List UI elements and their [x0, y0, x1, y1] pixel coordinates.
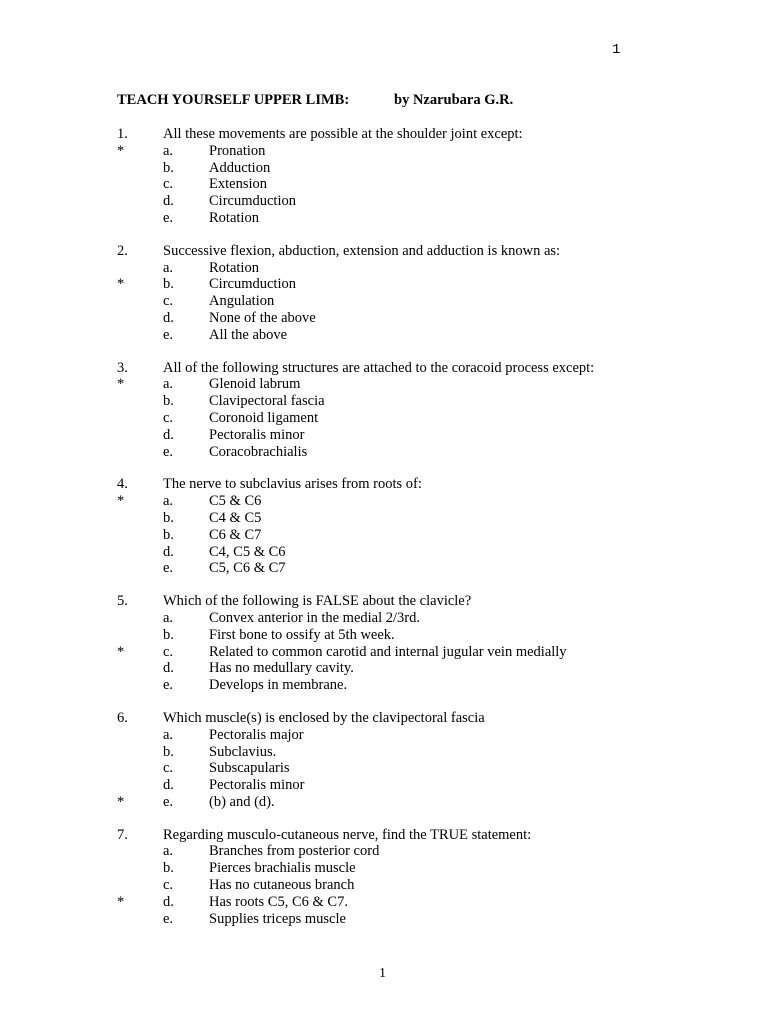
correct-answer-marker: * — [117, 493, 125, 510]
option-text: Glenoid labrum — [209, 376, 301, 393]
option-letter: b. — [163, 509, 174, 526]
answer-option — [0, 510, 768, 527]
correct-answer-marker: * — [117, 276, 125, 293]
answer-option — [0, 193, 768, 210]
option-text: C4 & C5 — [209, 509, 262, 526]
answer-option — [0, 794, 768, 811]
correct-answer-marker: * — [117, 893, 125, 910]
option-letter: c. — [163, 643, 174, 660]
answer-option — [0, 560, 768, 577]
answer-option — [0, 544, 768, 561]
option-letter: d. — [163, 193, 174, 210]
option-text: Related to common carotid and internal jugular vein medially — [209, 643, 567, 660]
answer-option — [0, 777, 768, 794]
option-letter: a. — [163, 259, 174, 276]
option-letter: c. — [163, 293, 174, 310]
answer-option — [0, 860, 768, 877]
question-line — [0, 710, 768, 727]
question-text: All these movements are possible at the shoulder joint except: — [163, 126, 523, 142]
question-text: All of the following structures are attached to the coracoid process except: — [163, 359, 595, 376]
question-text: Regarding musculo-cutaneous nerve, find the TRUE statement: — [163, 826, 532, 843]
option-text: Branches from posterior cord — [209, 843, 380, 860]
option-letter: d. — [163, 660, 174, 677]
answer-option — [0, 877, 768, 894]
answer-option — [0, 427, 768, 444]
option-text: Supplies triceps muscle — [209, 910, 346, 927]
answer-option — [0, 627, 768, 644]
document-author: by Nzarubara G.R. — [394, 92, 514, 108]
option-letter: a. — [163, 843, 174, 860]
option-letter: d. — [163, 893, 174, 910]
option-letter: b. — [163, 393, 174, 410]
option-letter: c. — [163, 409, 174, 426]
answer-option — [0, 410, 768, 427]
question-7 — [0, 827, 768, 928]
answer-option — [0, 911, 768, 928]
answer-option — [0, 327, 768, 344]
option-letter: e. — [163, 793, 174, 810]
answer-option — [0, 843, 768, 860]
question-line — [0, 827, 768, 844]
question-number: 6. — [117, 709, 128, 726]
option-letter: c. — [163, 760, 174, 777]
bottom-page-number: 1 — [379, 966, 386, 981]
question-1 — [0, 126, 768, 227]
question-text: Successive flexion, abduction, extension and adduction is known as: — [163, 242, 561, 259]
option-text: C5 & C6 — [209, 493, 262, 510]
correct-answer-marker: * — [117, 643, 125, 660]
option-letter: d. — [163, 543, 174, 560]
question-6 — [0, 710, 768, 811]
question-line — [0, 593, 768, 610]
question-number: 7. — [117, 826, 128, 843]
answer-option — [0, 660, 768, 677]
option-letter: a. — [163, 493, 174, 510]
question-number: 2. — [117, 242, 128, 259]
question-number: 1. — [117, 126, 128, 142]
option-text: Pectoralis minor — [209, 426, 305, 443]
answer-option — [0, 527, 768, 544]
answer-option — [0, 727, 768, 744]
answer-option — [0, 260, 768, 277]
option-text: Convex anterior in the medial 2/3rd. — [209, 609, 421, 626]
document-header — [117, 92, 514, 109]
answer-option — [0, 677, 768, 694]
option-text: Circumduction — [209, 193, 296, 210]
answer-option — [0, 376, 768, 393]
option-text: Develops in membrane. — [209, 677, 348, 694]
option-letter: e. — [163, 209, 174, 226]
question-2 — [0, 243, 768, 344]
option-text: Subclavius. — [209, 743, 277, 760]
answer-option — [0, 143, 768, 160]
option-text: Extension — [209, 176, 267, 193]
option-letter: e. — [163, 326, 174, 343]
answer-option — [0, 210, 768, 227]
correct-answer-marker: * — [117, 793, 125, 810]
answer-option — [0, 310, 768, 327]
question-3 — [0, 360, 768, 461]
question-line — [0, 126, 768, 143]
option-text: Clavipectoral fascia — [209, 393, 325, 410]
option-letter: b. — [163, 159, 174, 176]
option-letter: b. — [163, 743, 174, 760]
option-letter: d. — [163, 309, 174, 326]
answer-option — [0, 493, 768, 510]
option-text: Angulation — [209, 293, 275, 310]
option-text: Pronation — [209, 142, 266, 159]
option-letter: a. — [163, 609, 174, 626]
option-text: Circumduction — [209, 276, 296, 293]
answer-option — [0, 393, 768, 410]
option-text: Pectoralis minor — [209, 777, 305, 794]
option-letter: d. — [163, 777, 174, 794]
option-text: Coronoid ligament — [209, 409, 319, 426]
option-text: Has roots C5, C6 & C7. — [209, 893, 348, 910]
answer-option — [0, 760, 768, 777]
document-title: TEACH YOURSELF UPPER LIMB: — [117, 92, 350, 108]
option-text: All the above — [209, 326, 288, 343]
answer-option — [0, 293, 768, 310]
question-line — [0, 243, 768, 260]
option-text: C4, C5 & C6 — [209, 543, 286, 560]
option-text: None of the above — [209, 309, 316, 326]
answer-option — [0, 176, 768, 193]
question-line — [0, 476, 768, 493]
option-text: Adduction — [209, 159, 271, 176]
question-line — [0, 360, 768, 377]
option-text: C5, C6 & C7 — [209, 560, 286, 577]
answer-option — [0, 894, 768, 911]
answer-option — [0, 276, 768, 293]
option-letter: e. — [163, 560, 174, 577]
answer-option — [0, 160, 768, 177]
option-text: Subscapularis — [209, 760, 290, 777]
option-text: Pierces brachialis muscle — [209, 860, 356, 877]
answer-option — [0, 644, 768, 661]
option-letter: a. — [163, 142, 174, 159]
question-number: 3. — [117, 359, 128, 376]
option-text: Coracobrachialis — [209, 443, 308, 460]
top-page-number: 1 — [612, 42, 621, 58]
correct-answer-marker: * — [117, 142, 125, 159]
option-letter: c. — [163, 176, 174, 193]
option-text: C6 & C7 — [209, 526, 262, 543]
option-letter: b. — [163, 276, 174, 293]
option-letter: b. — [163, 626, 174, 643]
option-letter: b. — [163, 526, 174, 543]
option-text: Pectoralis major — [209, 726, 304, 743]
option-text: (b) and (d). — [209, 793, 275, 810]
option-letter: a. — [163, 376, 174, 393]
option-letter: d. — [163, 426, 174, 443]
option-letter: e. — [163, 910, 174, 927]
answer-option — [0, 744, 768, 761]
correct-answer-marker: * — [117, 376, 125, 393]
question-5 — [0, 593, 768, 694]
answer-option — [0, 610, 768, 627]
option-letter: a. — [163, 726, 174, 743]
option-text: Rotation — [209, 209, 259, 226]
option-letter: c. — [163, 877, 174, 894]
option-letter: e. — [163, 677, 174, 694]
question-4 — [0, 476, 768, 577]
option-text: Has no cutaneous branch — [209, 877, 355, 894]
question-number: 4. — [117, 476, 128, 493]
question-text: Which muscle(s) is enclosed by the clavipectoral fascia — [163, 709, 485, 726]
question-text: Which of the following is FALSE about the clavicle? — [163, 593, 472, 610]
question-list — [0, 126, 768, 943]
option-text: Has no medullary cavity. — [209, 660, 354, 677]
answer-option — [0, 444, 768, 461]
question-number: 5. — [117, 593, 128, 610]
option-text: Rotation — [209, 259, 259, 276]
option-letter: e. — [163, 443, 174, 460]
question-text: The nerve to subclavius arises from roots of: — [163, 476, 422, 493]
option-letter: b. — [163, 860, 174, 877]
option-text: First bone to ossify at 5th week. — [209, 626, 395, 643]
